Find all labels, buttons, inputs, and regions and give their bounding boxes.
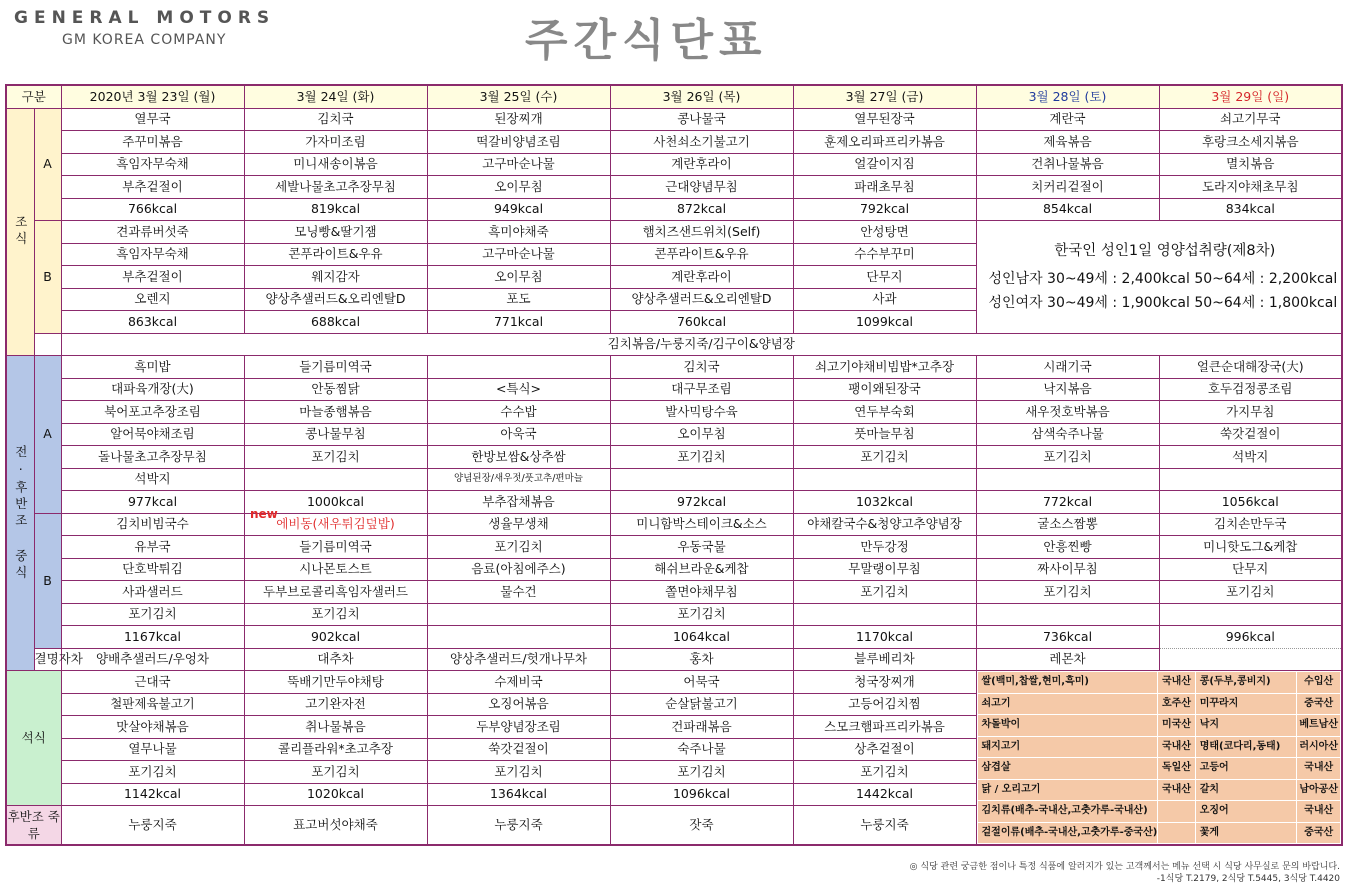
footer-note — [910, 861, 1340, 885]
menu-item: 생율무생채 — [427, 513, 610, 536]
menu-item: 제육볶음 — [976, 131, 1159, 154]
menu-item: 두부브로콜리흑임자샐러드 — [244, 581, 427, 604]
origin-food: 김치류(배추-국내산,고춧가루-국내산) — [977, 801, 1158, 823]
origin-food: 닭 / 오리고기 — [977, 779, 1158, 801]
kcal-cell: 792kcal — [793, 198, 976, 221]
origin-row — [977, 736, 1341, 758]
origin-country: 러시아산 — [1297, 736, 1341, 758]
menu-item: 사과 — [793, 288, 976, 311]
menu-item: 부추겉절이 — [61, 266, 244, 289]
menu-item: 짜사이무침 — [976, 558, 1159, 581]
origin-food: 콩(두부,콩비지) — [1195, 672, 1297, 694]
menu-item — [976, 603, 1159, 626]
menu-item: 아욱국 — [427, 423, 610, 446]
menu-item: 양념된장/새우젓/풋고추/편마늘 — [427, 468, 610, 491]
menu-item: 양상추샐러드&오리엔탈D — [610, 288, 793, 311]
menu-item: 고구마순나물 — [427, 243, 610, 266]
origin-food: 고등어 — [1195, 758, 1297, 780]
section-breakfast: 조식 — [6, 108, 34, 356]
kcal-cell: 834kcal — [1159, 198, 1342, 221]
menu-item: 열무국 — [61, 108, 244, 131]
tea-cell: 대추차 — [244, 648, 427, 671]
origin-country — [1158, 822, 1195, 844]
menu-item — [610, 468, 793, 491]
menu-item: 콜리플라워*초고추장 — [244, 738, 427, 761]
menu-item — [427, 603, 610, 626]
menu-item: 포기김치 — [61, 761, 244, 784]
menu-item: 철판제육불고기 — [61, 693, 244, 716]
origin-country: 중국산 — [1297, 822, 1341, 844]
menu-item: 훈제오리파프리카볶음 — [793, 131, 976, 154]
menu-item: 얼갈이지짐 — [793, 153, 976, 176]
menu-item: 한방보쌈&상추쌈 — [427, 446, 610, 469]
menu-item: 유부국 — [61, 536, 244, 559]
menu-item: 포기김치 — [976, 446, 1159, 469]
menu-item: 두부양념장조림 — [427, 716, 610, 739]
origin-country: 국내산 — [1297, 801, 1341, 823]
menu-item: 오징어볶음 — [427, 693, 610, 716]
new-tag: new — [250, 507, 278, 521]
tea-cell: 양배추샐러드/우엉차 — [61, 648, 244, 671]
kcal-cell: 1096kcal — [610, 783, 793, 806]
origin-food: 명태(코다리,동태) — [1195, 736, 1297, 758]
menu-item: 삼색숙주나물 — [976, 423, 1159, 446]
kcal-cell: 1167kcal — [61, 626, 244, 649]
origin-food: 낙지 — [1195, 715, 1297, 737]
menu-item: 안흥찐빵 — [976, 536, 1159, 559]
tea-cell: 양상추샐러드/헛개나무차 — [427, 648, 610, 671]
origin-row — [977, 822, 1341, 844]
menu-item — [1159, 603, 1342, 626]
menu-item: 모닝빵&딸기잼 — [244, 221, 427, 244]
menu-item: 발사믹탕수육 — [610, 401, 793, 424]
menu-item: 콩나물국 — [610, 108, 793, 131]
origin-food: 쌀(백미,찹쌀,현미,흑미) — [977, 672, 1158, 694]
menu-item: 단무지 — [1159, 558, 1342, 581]
menu-item: 들기름미역국 — [244, 356, 427, 379]
menu-item: 어묵국 — [610, 671, 793, 694]
menu-item: 쇠고기무국 — [1159, 108, 1342, 131]
origin-food: 겉절이류(배추-국내산,고춧가루-중국산) — [977, 822, 1158, 844]
kcal-cell: 1000kcal — [244, 491, 427, 514]
menu-item: 콘푸라이트&우유 — [610, 243, 793, 266]
logo-line2: GM KOREA COMPANY — [62, 32, 227, 48]
kcal-cell: 부추잡채볶음 — [427, 491, 610, 514]
menu-item: 고등어김치찜 — [793, 693, 976, 716]
menu-item: 미니핫도그&케찹 — [1159, 536, 1342, 559]
menu-item: 마늘종햄볶음 — [244, 401, 427, 424]
menu-item — [976, 468, 1159, 491]
tea-cell: 블루베리차 — [793, 648, 976, 671]
origin-food: 삼겹살 — [977, 758, 1158, 780]
menu-item: 웨지감자 — [244, 266, 427, 289]
menu-item: 포기김치 — [793, 446, 976, 469]
menu-item: 멸치볶음 — [1159, 153, 1342, 176]
tea-cell: 홍차 — [610, 648, 793, 671]
menu-item: 에비동(새우튀김덮밥) — [244, 513, 427, 536]
group-b-label: B — [34, 513, 61, 648]
menu-item — [244, 468, 427, 491]
menu-item: 스모크햄파프리카볶음 — [793, 716, 976, 739]
menu-item: 포기김치 — [244, 761, 427, 784]
kcal-cell: 1056kcal — [1159, 491, 1342, 514]
kcal-cell: 760kcal — [610, 311, 793, 334]
menu-item: 가자미조림 — [244, 131, 427, 154]
menu-item: 쇠고기야채비빔밥*고추장 — [793, 356, 976, 379]
header-day: 3월 28일 (토) — [976, 85, 1159, 108]
menu-item: 오렌지 — [61, 288, 244, 311]
footer-line1: ◎ 식당 관련 궁금한 점이나 특정 식품에 알러지가 있는 고객께서는 메뉴 선택 시 식당 사무실로 문의 바랍니다. — [909, 862, 1340, 872]
menu-item: 콩나물무침 — [244, 423, 427, 446]
menu-item: 오이무침 — [427, 266, 610, 289]
gm-logo — [14, 8, 275, 48]
menu-item: 쫄면야채무침 — [610, 581, 793, 604]
origin-food: 돼지고기 — [977, 736, 1158, 758]
menu-item: 포기김치 — [427, 761, 610, 784]
blank-cell — [34, 333, 61, 356]
menu-item — [793, 468, 976, 491]
origin-country — [1158, 801, 1195, 823]
menu-item: 계란후라이 — [610, 266, 793, 289]
menu-item: 물수건 — [427, 581, 610, 604]
tea-cell: 결명자차 — [34, 648, 61, 671]
origin-row — [977, 758, 1341, 780]
nutrition-title: 한국인 성인1일 영양섭취량(제8차) — [1054, 242, 1276, 259]
menu-item: 계란국 — [976, 108, 1159, 131]
menu-item: 맛살야채볶음 — [61, 716, 244, 739]
menu-item: 열무된장국 — [793, 108, 976, 131]
nutrition-male: 성인남자 30~49세 : 2,400kcal 50~64세 : 2,200kcal — [988, 270, 1338, 287]
menu-item: 연두부숙회 — [793, 401, 976, 424]
origin-food: 꽃게 — [1195, 822, 1297, 844]
menu-item: 고구마순나물 — [427, 153, 610, 176]
origin-country: 남아공산 — [1297, 779, 1341, 801]
menu-item: 단무지 — [793, 266, 976, 289]
kcal-cell: 863kcal — [61, 311, 244, 334]
menu-item: 흑임자무숙채 — [61, 153, 244, 176]
kcal-cell: 1099kcal — [793, 311, 976, 334]
menu-item: 포기김치 — [61, 603, 244, 626]
menu-item: 팽이왜된장국 — [793, 378, 976, 401]
menu-item: 새우젓호박볶음 — [976, 401, 1159, 424]
menu-item — [793, 603, 976, 626]
menu-item: 포기김치 — [1159, 581, 1342, 604]
menu-item: 된장찌개 — [427, 108, 610, 131]
menu-item: 가지무침 — [1159, 401, 1342, 424]
menu-item: 부추겉절이 — [61, 176, 244, 199]
origin-table — [976, 671, 1342, 846]
menu-item: 안동찜닭 — [244, 378, 427, 401]
menu-item: 떡갈비양념조림 — [427, 131, 610, 154]
menu-item: 사천쇠소기불고기 — [610, 131, 793, 154]
origin-country: 국내산 — [1297, 758, 1341, 780]
menu-item: 순살닭불고기 — [610, 693, 793, 716]
origin-country: 미국산 — [1158, 715, 1195, 737]
menu-item: 도라지야채초무침 — [1159, 176, 1342, 199]
menu-item: 돌나물초고추장무침 — [61, 446, 244, 469]
menu-item: 포기김치 — [793, 761, 976, 784]
menu-item: 대구무조림 — [610, 378, 793, 401]
menu-item: 시나몬토스트 — [244, 558, 427, 581]
menu-item: 미니함박스테이크&소스 — [610, 513, 793, 536]
menu-item: 단호박튀김 — [61, 558, 244, 581]
porridge-cell: 누룽지죽 — [61, 806, 244, 846]
header-label: 구분 — [6, 85, 61, 108]
menu-item: 흑미밥 — [61, 356, 244, 379]
porridge-cell: 잣죽 — [610, 806, 793, 846]
nutrition-info — [976, 221, 1342, 334]
menu-item: 뚝배기만두야채탕 — [244, 671, 427, 694]
menu-item: 해쉬브라운&케찹 — [610, 558, 793, 581]
kcal-cell: 1032kcal — [793, 491, 976, 514]
menu-item: 포도 — [427, 288, 610, 311]
porridge-cell: 누룽지죽 — [793, 806, 976, 846]
origin-grid — [977, 671, 1342, 844]
menu-item: 햄치즈샌드위치(Self) — [610, 221, 793, 244]
menu-item: 시래기국 — [976, 356, 1159, 379]
origin-country: 독일산 — [1158, 758, 1195, 780]
menu-item: 포기김치 — [427, 536, 610, 559]
menu-item: 석박지 — [61, 468, 244, 491]
menu-item: 호두검정콩조림 — [1159, 378, 1342, 401]
menu-item: 굴소스짬뽕 — [976, 513, 1159, 536]
origin-food: 미꾸라지 — [1195, 693, 1297, 715]
menu-item: 포기김치 — [976, 581, 1159, 604]
origin-country: 수입산 — [1297, 672, 1341, 694]
menu-item: 포기김치 — [244, 446, 427, 469]
kcal-cell: 771kcal — [427, 311, 610, 334]
menu-item: 김치국 — [610, 356, 793, 379]
origin-food: 오징어 — [1195, 801, 1297, 823]
menu-item: 야채칼국수&청양고추양념장 — [793, 513, 976, 536]
origin-row — [977, 693, 1341, 715]
breakfast-common: 김치볶음/누룽지죽/김구이&양념장 — [61, 333, 1342, 356]
origin-country: 국내산 — [1158, 672, 1195, 694]
origin-food: 차돌박이 — [977, 715, 1158, 737]
menu-item: 만두강정 — [793, 536, 976, 559]
kcal-cell: 736kcal — [976, 626, 1159, 649]
menu-item: 계란후라이 — [610, 153, 793, 176]
menu-item: 김치손만두국 — [1159, 513, 1342, 536]
header-day: 3월 25일 (수) — [427, 85, 610, 108]
origin-row — [977, 801, 1341, 823]
menu-item: 파래초무침 — [793, 176, 976, 199]
menu-item: 김치국 — [244, 108, 427, 131]
weekly-menu-table — [5, 84, 1343, 846]
menu-item — [427, 356, 610, 379]
porridge-cell: 표고버섯야채죽 — [244, 806, 427, 846]
porridge-cell: 누룽지죽 — [427, 806, 610, 846]
kcal-cell: 819kcal — [244, 198, 427, 221]
menu-item: 석박지 — [1159, 446, 1342, 469]
kcal-cell: 996kcal — [1159, 626, 1342, 649]
menu-item: 상추겉절이 — [793, 738, 976, 761]
menu-item: 대파육개장(大) — [61, 378, 244, 401]
menu-item: 수제비국 — [427, 671, 610, 694]
menu-item: 후랑크소세지볶음 — [1159, 131, 1342, 154]
menu-item: 오이무침 — [427, 176, 610, 199]
menu-item: 수수부꾸미 — [793, 243, 976, 266]
origin-row — [977, 779, 1341, 801]
origin-food: 갈치 — [1195, 779, 1297, 801]
menu-item: 풋마늘무침 — [793, 423, 976, 446]
menu-item: 수수밥 — [427, 401, 610, 424]
menu-item: 근대국 — [61, 671, 244, 694]
section-porridge: 후반조 죽류 — [6, 806, 61, 846]
kcal-cell: 1170kcal — [793, 626, 976, 649]
section-dinner: 석식 — [6, 671, 61, 806]
menu-item: 열무나물 — [61, 738, 244, 761]
group-b-label: B — [34, 221, 61, 334]
menu-item: 우동국물 — [610, 536, 793, 559]
kcal-cell — [427, 626, 610, 649]
menu-item: <특식> — [427, 378, 610, 401]
menu-item: 양상추샐러드&오리엔탈D — [244, 288, 427, 311]
menu-item: 포기김치 — [610, 446, 793, 469]
kcal-cell: 1142kcal — [61, 783, 244, 806]
logo-line1: GENERAL MOTORS — [14, 8, 276, 28]
kcal-cell: 872kcal — [610, 198, 793, 221]
origin-row — [977, 715, 1341, 737]
menu-item: 청국장찌개 — [793, 671, 976, 694]
menu-item: 오이무침 — [610, 423, 793, 446]
kcal-cell: 688kcal — [244, 311, 427, 334]
menu-item: 치커리겉절이 — [976, 176, 1159, 199]
origin-country: 베트남산 — [1297, 715, 1341, 737]
origin-country: 중국산 — [1297, 693, 1341, 715]
menu-item: 포기김치 — [244, 603, 427, 626]
kcal-cell: 766kcal — [61, 198, 244, 221]
kcal-cell: 949kcal — [427, 198, 610, 221]
menu-item: 고기완자전 — [244, 693, 427, 716]
menu-item: 숙주나물 — [610, 738, 793, 761]
menu-item: 콘푸라이트&우유 — [244, 243, 427, 266]
menu-item: 얼큰순대해장국(大) — [1159, 356, 1342, 379]
group-a-label: A — [34, 356, 61, 514]
menu-item: 건파래볶음 — [610, 716, 793, 739]
menu-item: 김치비빔국수 — [61, 513, 244, 536]
menu-item: 건취나물볶음 — [976, 153, 1159, 176]
menu-item: 무말랭이무침 — [793, 558, 976, 581]
nutrition-female: 성인여자 30~49세 : 1,900kcal 50~64세 : 1,800kcal — [988, 294, 1338, 311]
menu-item: 쑥갓겉절이 — [1159, 423, 1342, 446]
menu-item: 미니새송이볶음 — [244, 153, 427, 176]
header-day: 3월 29일 (일) — [1159, 85, 1342, 108]
header-day: 2020년 3월 23일 (월) — [61, 85, 244, 108]
menu-item: 주꾸미볶음 — [61, 131, 244, 154]
tea-cell: 레몬차 — [976, 648, 1159, 671]
kcal-cell: 1364kcal — [427, 783, 610, 806]
menu-item: 흑임자무숙채 — [61, 243, 244, 266]
kcal-cell: 772kcal — [976, 491, 1159, 514]
kcal-cell: 902kcal — [244, 626, 427, 649]
origin-food: 쇠고기 — [977, 693, 1158, 715]
menu-item: 낙지볶음 — [976, 378, 1159, 401]
menu-item: 알어묵야채조림 — [61, 423, 244, 446]
kcal-cell: 977kcal — [61, 491, 244, 514]
origin-row — [977, 672, 1341, 694]
menu-item: 포기김치 — [793, 581, 976, 604]
kcal-cell: 972kcal — [610, 491, 793, 514]
menu-item — [1159, 468, 1342, 491]
menu-item: 북어포고추장조림 — [61, 401, 244, 424]
origin-country: 국내산 — [1158, 779, 1195, 801]
header-day: 3월 26일 (목) — [610, 85, 793, 108]
menu-item: 포기김치 — [610, 761, 793, 784]
menu-item: 견과류버섯죽 — [61, 221, 244, 244]
menu-item: 들기름미역국 — [244, 536, 427, 559]
footer-line2: -1식당 T.2179, 2식당 T.5445, 3식당 T.4420 — [1156, 874, 1340, 884]
header-day: 3월 27일 (금) — [793, 85, 976, 108]
kcal-cell: 1064kcal — [610, 626, 793, 649]
menu-item: 취나물볶음 — [244, 716, 427, 739]
menu-item: 쑥갓겉절이 — [427, 738, 610, 761]
section-lunch: 전·후반조 중식 — [6, 356, 34, 671]
menu-item: 세발나물초고추장무침 — [244, 176, 427, 199]
header-day: 3월 24일 (화) — [244, 85, 427, 108]
menu-item: 음료(아침에주스) — [427, 558, 610, 581]
origin-country: 호주산 — [1158, 693, 1195, 715]
kcal-cell: 854kcal — [976, 198, 1159, 221]
menu-item: 사과샐러드 — [61, 581, 244, 604]
origin-country: 국내산 — [1158, 736, 1195, 758]
menu-item: 근대양념무침 — [610, 176, 793, 199]
kcal-cell: 1020kcal — [244, 783, 427, 806]
menu-item: 안성탕면 — [793, 221, 976, 244]
kcal-cell: 1442kcal — [793, 783, 976, 806]
menu-item: 흑미야채죽 — [427, 221, 610, 244]
group-a-label: A — [34, 108, 61, 221]
menu-item: 포기김치 — [610, 603, 793, 626]
page-title: 주간식단표 — [525, 15, 768, 66]
